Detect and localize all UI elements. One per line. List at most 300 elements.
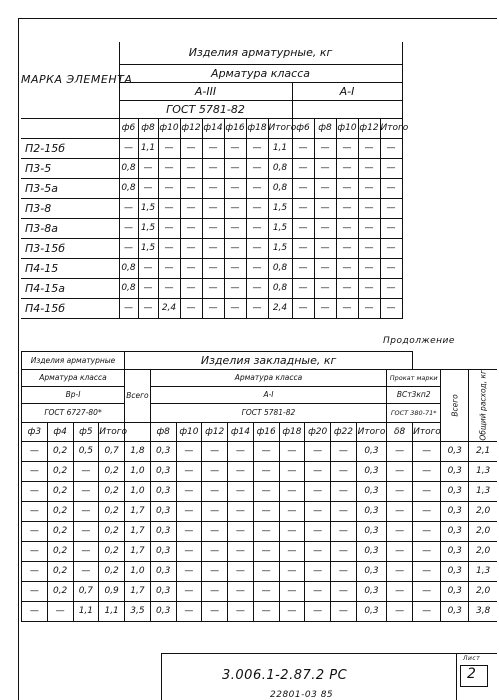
table-cell: — <box>314 258 336 278</box>
table-cell: — <box>358 298 380 318</box>
table-cell: — <box>180 238 202 258</box>
rolled-label: Прокат марки <box>387 370 441 387</box>
table-row <box>21 218 499 238</box>
table-cell: — <box>331 581 357 601</box>
table-cell: — <box>224 238 246 258</box>
right-class: А-I <box>150 386 386 403</box>
table-cell: 0,3 <box>150 481 176 501</box>
table-cell: — <box>336 218 358 238</box>
table-cell: — <box>331 481 357 501</box>
table-cell: 0,3 <box>150 521 176 541</box>
table-cell: 1,7 <box>125 581 151 601</box>
table-cell: — <box>358 238 380 258</box>
class-a3: А-III <box>119 82 292 100</box>
table-cell: — <box>176 441 202 461</box>
table-cell: — <box>158 178 180 198</box>
table-cell: — <box>246 278 268 298</box>
table-cell: — <box>73 461 99 481</box>
top-col-header: ф6 <box>119 118 138 138</box>
table-cell: — <box>202 521 228 541</box>
top-col-header: ф10 <box>158 118 180 138</box>
table-cell: 1,7 <box>125 521 151 541</box>
table-cell: — <box>292 298 314 318</box>
table-cell: — <box>380 238 402 258</box>
table-row <box>21 258 499 278</box>
table-row <box>21 238 499 258</box>
table-cell: 0,3 <box>356 461 386 481</box>
rolled-grade: ВСт3кп2 <box>387 386 441 403</box>
bottom-left-col-header: ф4 <box>47 422 73 441</box>
table-cell: — <box>292 278 314 298</box>
table-cell: — <box>180 258 202 278</box>
table-row <box>21 158 499 178</box>
element-mark: П3-8а <box>21 218 119 238</box>
table-cell: — <box>228 461 254 481</box>
table-cell: 1,5 <box>138 238 158 258</box>
table-cell: 0,3 <box>356 541 386 561</box>
table-cell: — <box>202 218 224 238</box>
table-cell: 0,3 <box>356 521 386 541</box>
table-cell: — <box>331 501 357 521</box>
top-col-header: ф8 <box>138 118 158 138</box>
table-cell: 0,3 <box>441 461 469 481</box>
table-cell: — <box>119 298 138 318</box>
bottom-right-col-header: ф18 <box>279 422 305 441</box>
table-cell: — <box>314 158 336 178</box>
table-cell: — <box>253 441 279 461</box>
table-cell: 0,3 <box>150 541 176 561</box>
top-col-header: ф12 <box>180 118 202 138</box>
table-cell: — <box>202 158 224 178</box>
table-cell: 0,7 <box>99 441 125 461</box>
table-cell: — <box>202 238 224 258</box>
table-cell: 3,8 <box>469 601 497 621</box>
table-cell: — <box>158 258 180 278</box>
left-total: Всего <box>125 370 151 423</box>
table-cell: — <box>73 521 99 541</box>
table-cell: — <box>228 601 254 621</box>
table-cell: 1,1 <box>99 601 125 621</box>
table-cell: — <box>387 521 413 541</box>
table-cell: 0,3 <box>356 481 386 501</box>
table-row <box>21 138 499 158</box>
table-cell: — <box>387 601 413 621</box>
left-sub: Арматура класса <box>22 370 125 387</box>
table-cell: — <box>158 158 180 178</box>
bottom-left-col-header: Итого <box>99 422 125 441</box>
table-cell: — <box>292 158 314 178</box>
table-cell: — <box>176 461 202 481</box>
table-cell: — <box>202 198 224 218</box>
bottom-right-col-header: ф12 <box>202 422 228 441</box>
bottom-right-col-header: ф16 <box>253 422 279 441</box>
table-cell: — <box>380 178 402 198</box>
table-cell: 2,4 <box>268 298 292 318</box>
bottom-right-col-header: ф22 <box>331 422 357 441</box>
rolled-gost: ГОСТ 380-71* <box>387 403 441 422</box>
table-cell: — <box>202 298 224 318</box>
top-col-header: Итого <box>380 118 402 138</box>
table-cell: — <box>387 481 413 501</box>
table-cell: 0,2 <box>47 561 73 581</box>
table-cell: 1,5 <box>268 198 292 218</box>
table-cell: — <box>180 278 202 298</box>
left-group: Изделия арматурные <box>22 352 125 370</box>
table-cell: — <box>413 561 441 581</box>
table-cell: — <box>253 561 279 581</box>
top-col-header: ф8 <box>314 118 336 138</box>
total-header: Всего <box>441 370 469 442</box>
table-cell: — <box>314 218 336 238</box>
table-cell: — <box>292 198 314 218</box>
table-cell: — <box>279 461 305 481</box>
table-row <box>22 561 498 581</box>
table-cell: — <box>246 218 268 238</box>
footer-number: 22801-03 85 <box>270 690 334 700</box>
table-cell: — <box>138 278 158 298</box>
bottom-table <box>21 351 497 622</box>
element-mark: П3-8 <box>21 198 119 218</box>
table-cell: — <box>180 298 202 318</box>
table-cell: 3,5 <box>125 601 151 621</box>
table-cell: 0,2 <box>99 541 125 561</box>
table-cell: — <box>224 198 246 218</box>
table-cell: 0,8 <box>268 258 292 278</box>
table-cell: — <box>22 521 48 541</box>
bottom-right-col-header: ф14 <box>228 422 254 441</box>
bottom-right-col-header: ф10 <box>176 422 202 441</box>
table-cell: 2,4 <box>158 298 180 318</box>
table-cell: — <box>387 441 413 461</box>
table-cell: — <box>336 178 358 198</box>
table-cell: 0,8 <box>119 178 138 198</box>
table-cell: 1,0 <box>125 481 151 501</box>
table-cell: — <box>180 138 202 158</box>
sheet-label: Лист <box>463 655 481 662</box>
table-cell: — <box>246 298 268 318</box>
table-cell: 0,8 <box>268 178 292 198</box>
table-row <box>22 541 498 561</box>
table-cell: 1,0 <box>125 461 151 481</box>
table-cell: — <box>413 501 441 521</box>
table-cell: 0,3 <box>150 461 176 481</box>
bottom-right-col-header: δ8 <box>387 422 413 441</box>
group-header: Изделия арматурные, кг <box>119 42 402 64</box>
table-cell: — <box>413 581 441 601</box>
table-row <box>21 198 499 218</box>
table-cell: 0,3 <box>441 481 469 501</box>
table-cell: — <box>228 581 254 601</box>
table-cell: — <box>224 138 246 158</box>
table-cell: — <box>292 238 314 258</box>
table-cell: — <box>380 278 402 298</box>
element-mark: П3-5 <box>21 158 119 178</box>
table-cell: — <box>158 138 180 158</box>
table-cell: 1,5 <box>138 218 158 238</box>
table-cell: — <box>224 218 246 238</box>
table-cell: — <box>202 138 224 158</box>
table-cell: 0,3 <box>150 501 176 521</box>
table-row <box>22 581 498 601</box>
table-cell: — <box>119 218 138 238</box>
table-cell: 0,3 <box>441 521 469 541</box>
table-cell: — <box>202 501 228 521</box>
table-cell: — <box>158 218 180 238</box>
top-col-header: ф18 <box>246 118 268 138</box>
table-cell: 0,3 <box>441 441 469 461</box>
table-cell: — <box>413 441 441 461</box>
mark-header: МАРКА ЭЛЕМЕНТА <box>21 42 119 118</box>
table-cell: — <box>176 541 202 561</box>
table-cell: 1,1 <box>73 601 99 621</box>
gost-label: ГОСТ 5781-82 <box>119 100 292 118</box>
table-cell: — <box>314 298 336 318</box>
table-cell: — <box>380 198 402 218</box>
table-row <box>22 441 498 461</box>
table-cell: — <box>228 441 254 461</box>
table-cell: 2,0 <box>469 541 497 561</box>
table-cell: — <box>224 178 246 198</box>
table-cell: — <box>119 238 138 258</box>
bottom-left-col-header: ф3 <box>22 422 48 441</box>
table-cell: — <box>47 601 73 621</box>
table-row <box>22 501 498 521</box>
top-table <box>21 42 499 319</box>
table-cell: — <box>305 541 331 561</box>
table-cell: 0,8 <box>268 278 292 298</box>
table-row <box>21 178 499 198</box>
table-cell: 1,7 <box>125 501 151 521</box>
table-cell: 0,2 <box>47 541 73 561</box>
table-cell: — <box>336 198 358 218</box>
top-col-header: ф12 <box>358 118 380 138</box>
table-cell: — <box>331 521 357 541</box>
table-row <box>21 298 499 318</box>
table-cell: — <box>358 158 380 178</box>
right-gost: ГОСТ 5781-82 <box>150 403 386 422</box>
table-cell: — <box>305 581 331 601</box>
table-cell: — <box>228 521 254 541</box>
table-cell: 0,7 <box>73 581 99 601</box>
table-cell: 0,2 <box>99 461 125 481</box>
bottom-right-col-header: ф8 <box>150 422 176 441</box>
left-class: Вр-I <box>22 386 125 403</box>
table-cell: — <box>202 461 228 481</box>
table-cell: 1,1 <box>138 138 158 158</box>
table-cell: — <box>119 138 138 158</box>
table-cell: 0,3 <box>441 601 469 621</box>
table-cell: — <box>292 138 314 158</box>
table-cell: — <box>73 501 99 521</box>
table-cell: 1,5 <box>138 198 158 218</box>
table-cell: — <box>387 461 413 481</box>
table-cell: — <box>202 561 228 581</box>
table-cell: — <box>314 198 336 218</box>
table-row <box>22 601 498 621</box>
element-mark: П3-15б <box>21 238 119 258</box>
table-cell: — <box>305 441 331 461</box>
table-cell: — <box>305 601 331 621</box>
table-cell: 0,2 <box>99 501 125 521</box>
table-cell: — <box>180 158 202 178</box>
table-cell: — <box>202 278 224 298</box>
table-cell: 0,3 <box>356 601 386 621</box>
table-cell: 0,3 <box>356 561 386 581</box>
table-cell: — <box>305 481 331 501</box>
class-a1: А-I <box>292 82 402 100</box>
bottom-right-col-header: ф20 <box>305 422 331 441</box>
table-cell: — <box>176 601 202 621</box>
table-cell: — <box>358 138 380 158</box>
table-cell: — <box>246 158 268 178</box>
table-cell: — <box>380 158 402 178</box>
table-cell: — <box>358 178 380 198</box>
table-cell: — <box>228 481 254 501</box>
table-cell: 1,5 <box>268 218 292 238</box>
table-cell: 0,3 <box>150 441 176 461</box>
table-cell: 0,5 <box>73 441 99 461</box>
table-cell: — <box>253 581 279 601</box>
table-cell: — <box>279 481 305 501</box>
table-cell: — <box>253 601 279 621</box>
table-cell: — <box>176 481 202 501</box>
element-mark: П4-15а <box>21 278 119 298</box>
table-cell: — <box>119 198 138 218</box>
table-cell: 0,8 <box>119 158 138 178</box>
table-cell: — <box>314 178 336 198</box>
table-cell: 0,2 <box>47 501 73 521</box>
table-cell: — <box>331 441 357 461</box>
table-row <box>21 278 499 298</box>
table-cell: 0,8 <box>119 258 138 278</box>
table-cell: — <box>22 441 48 461</box>
table-cell: — <box>22 601 48 621</box>
table-cell: — <box>387 561 413 581</box>
element-mark: П2-15б <box>21 138 119 158</box>
table-cell: 2,0 <box>469 521 497 541</box>
table-row <box>22 461 498 481</box>
table-cell: 1,3 <box>469 561 497 581</box>
sheet-number: 2 <box>467 666 477 682</box>
table-row <box>22 481 498 501</box>
table-cell: — <box>279 441 305 461</box>
table-cell: 0,2 <box>47 441 73 461</box>
top-col-header: ф14 <box>202 118 224 138</box>
table-cell: — <box>380 298 402 318</box>
table-cell: — <box>253 521 279 541</box>
table-cell: — <box>380 218 402 238</box>
table-cell: 1,5 <box>268 238 292 258</box>
table-cell: 0,3 <box>441 561 469 581</box>
table-cell: — <box>380 138 402 158</box>
table-cell: 0,3 <box>441 541 469 561</box>
table-cell: — <box>246 178 268 198</box>
table-cell: — <box>358 258 380 278</box>
table-cell: 2,1 <box>469 441 497 461</box>
table-cell: — <box>292 258 314 278</box>
table-cell: — <box>305 521 331 541</box>
continuation-label: Продолжение <box>383 336 455 346</box>
table-cell: — <box>331 561 357 581</box>
table-cell: — <box>331 601 357 621</box>
table-cell: — <box>138 298 158 318</box>
bottom-left-col-header: ф5 <box>73 422 99 441</box>
drawing-code: 3.006.1-2.87.2 РС <box>222 668 348 683</box>
table-cell: — <box>202 601 228 621</box>
table-cell: — <box>279 581 305 601</box>
table-cell: — <box>336 138 358 158</box>
table-cell: — <box>22 581 48 601</box>
table-cell: 1,7 <box>125 541 151 561</box>
table-cell: 0,2 <box>47 521 73 541</box>
table-cell: 2,0 <box>469 581 497 601</box>
table-cell: — <box>246 198 268 218</box>
table-cell: — <box>305 501 331 521</box>
table-cell: — <box>253 461 279 481</box>
table-cell: 0,2 <box>99 521 125 541</box>
table-cell: — <box>336 298 358 318</box>
sub-header: Арматура класса <box>119 64 402 82</box>
table-cell: — <box>224 278 246 298</box>
table-cell: — <box>253 501 279 521</box>
table-cell: — <box>202 441 228 461</box>
bottom-right-col-header: Итого <box>356 422 386 441</box>
table-cell: 0,3 <box>150 581 176 601</box>
table-cell: 0,8 <box>119 278 138 298</box>
table-cell: — <box>413 461 441 481</box>
table-cell: — <box>358 278 380 298</box>
table-cell: 1,8 <box>125 441 151 461</box>
table-cell: 0,3 <box>150 601 176 621</box>
table-cell: — <box>224 158 246 178</box>
general-header: Общий расход, кг <box>469 370 497 442</box>
table-cell: 0,2 <box>47 581 73 601</box>
table-cell: 0,9 <box>99 581 125 601</box>
top-col-header: ф6 <box>292 118 314 138</box>
table-cell: 0,3 <box>356 441 386 461</box>
table-cell: 0,3 <box>441 501 469 521</box>
table-cell: — <box>202 481 228 501</box>
table-cell: 1,1 <box>268 138 292 158</box>
table-cell: — <box>253 481 279 501</box>
table-cell: — <box>331 461 357 481</box>
table-cell: 0,2 <box>47 461 73 481</box>
element-mark: П4-15 <box>21 258 119 278</box>
table-cell: — <box>224 298 246 318</box>
element-mark: П4-15б <box>21 298 119 318</box>
table-cell: — <box>202 581 228 601</box>
table-cell: — <box>22 461 48 481</box>
table-cell: — <box>292 178 314 198</box>
top-col-header: ф16 <box>224 118 246 138</box>
table-cell: — <box>305 461 331 481</box>
table-cell: 2,0 <box>469 501 497 521</box>
table-cell: — <box>180 198 202 218</box>
table-cell: — <box>358 218 380 238</box>
table-cell: — <box>228 561 254 581</box>
table-cell: 0,2 <box>47 481 73 501</box>
table-cell: 0,2 <box>99 481 125 501</box>
table-cell: 1,0 <box>125 561 151 581</box>
table-cell: — <box>358 198 380 218</box>
table-cell: — <box>22 541 48 561</box>
table-cell: — <box>138 178 158 198</box>
table-cell: — <box>279 521 305 541</box>
table-cell: 0,2 <box>99 561 125 581</box>
table-cell: — <box>176 501 202 521</box>
table-cell: — <box>176 521 202 541</box>
table-cell: — <box>73 541 99 561</box>
